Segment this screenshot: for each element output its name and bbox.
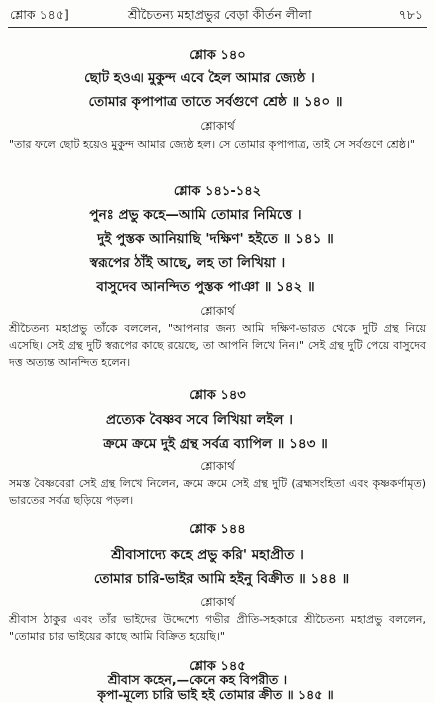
translation-text: সমস্ত বৈষ্ণবেরা সেই গ্রন্থ লিখে নিলেন, ক্রমে ক্রমে সেই গ্রন্থ দুটি (ব্রহ্মসংহিতা এবং কৃষ্ণকর্ণামৃত) ভারতের সর্বত্র ছড়িয়ে পড়ল। [9, 477, 426, 507]
translation-heading: শ্লোকার্থ [200, 459, 235, 473]
verse-line: প্রত্যেক বৈষ্ণব সবে লিখিয়া লইল । [105, 412, 294, 428]
verse-line: শ্রীবাসাদ্যে কহে প্রভু করি' মহাপ্রীত । [111, 547, 304, 563]
translation-heading: শ্লোকার্থ [200, 304, 235, 318]
translation-text: শ্রীবাস ঠাকুর এবং তাঁর ভাইদের উদ্দেশ্যে গভীর প্রীতি-সহকারে শ্রীচৈতন্য মহাপ্রভু বললেন, "তোমার চার ভাইয়ের কাছে আমি বিক্রিত হয়েছি।" [9, 613, 426, 643]
verse-heading: শ্লোক ১৪০ [189, 48, 246, 63]
translation-heading: শ্লোকার্থ [200, 119, 235, 133]
translation-text: "তার ফলে ছোট হয়েও মুকুন্দ আমার জ্যেষ্ঠ হল। সে তোমার কৃপাপাত্র, তাই সে সর্বগুণে শ্রেষ্ঠ।" [9, 138, 415, 151]
verse-line: দুই পুস্তক আনিয়াছি 'দক্ষিণ' হইতে ॥ ১৪১ ॥ [97, 231, 334, 247]
verse-line: বাসুদেব আনন্দিত পুস্তক পাঞা ॥ ১৪২ ॥ [96, 279, 315, 295]
verse-line: ছোট হওএ৷ মুকুন্দ এবে হৈল আমার জ্যেষ্ঠ । [84, 70, 315, 86]
verse-heading: শ্লোক ১৪১-১৪২ [173, 184, 262, 199]
verse-heading: শ্লোক ১৪৩ [189, 388, 246, 403]
verse-line: শ্রীবাস কহেন,—কেনে কহ বিপরীত । [107, 672, 288, 687]
translation-text: শ্রীচৈতন্য মহাপ্রভু তাঁকে বললেন, "আপনার জন্য আমি দক্ষিণ-ভারত থেকে দুটি গ্রন্থ নিয়ে এসেছি। সেই গ্রন্থ দুটি স্বরূপের কাছে রয়েছে, তা আপনি লিখে নিন।" সেই গ্রন্থ দুটি পেয়ে বাসুদেব দত্ত অত্যন্ত আনন্দিত হলেন। [9, 322, 426, 369]
verse-line: পুনঃ প্রভু কহে—আমি তোমার নিমিত্তে । [89, 207, 302, 223]
verse-line: ক্রমে ক্রমে দুই গ্রন্থ সর্বত্র ব্যাপিল ॥ ১৪৩ ॥ [103, 436, 328, 452]
header-verse-ref: শ্লোক ১৪৫] [10, 7, 69, 22]
running-header [10, 4, 425, 26]
verse-line: স্বরূপের ঠাঁই আছে, লহ তা লিখিয়া । [89, 255, 286, 271]
page-number: ৭৮১ [398, 7, 423, 22]
verse-heading: শ্লোক ১৪৫ [189, 659, 246, 674]
verse-line: তোমার কৃপাপাত্র তাতে সর্বগুণে শ্রেষ্ঠ ॥ ১৪০ ॥ [88, 94, 343, 110]
header-rule [8, 27, 427, 28]
translation-heading: শ্লোকার্থ [200, 595, 235, 609]
verse-line: তোমার চারি-ভাইর আমি হইনু বিক্রীত ॥ ১৪৪ ॥ [93, 571, 350, 587]
header-title: শ্রীচৈতন্য মহাপ্রভুর বেড়া কীর্তন লীলা [128, 7, 312, 22]
verse-heading: শ্লোক ১৪৪ [189, 522, 246, 537]
verse-line: কৃপা-মূল্যে চারি ভাই হই তোমার ক্রীত ॥ ১৪৫ ॥ [97, 687, 334, 702]
